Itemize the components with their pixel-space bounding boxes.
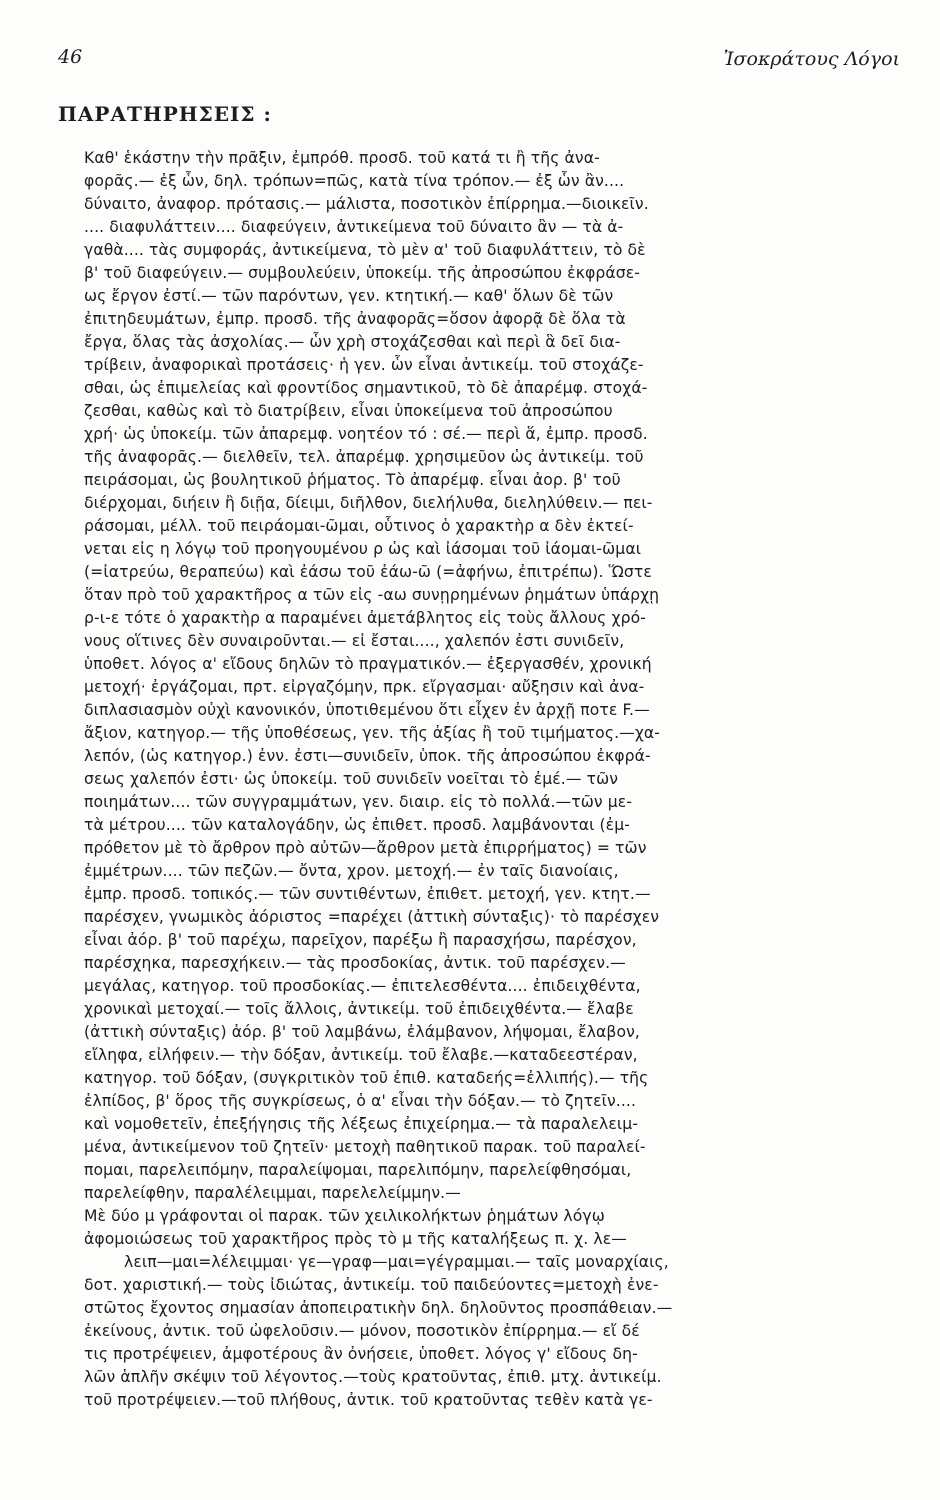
text-line: τὰ μέτρου.... τῶν καταλογάδην, ὡς ἐπιθετ. προσδ. λαμβάνονται (ἐμ- bbox=[84, 816, 630, 834]
text-line: πομαι, παρελειπόμην, παραλείψομαι, παρελιπόμην, παρελείφθησόμαι, bbox=[84, 1161, 632, 1179]
text-line: παρέσχεν, γνωμικὸς ἀόριστος =παρέχει (ἀττικὴ σύνταξις)· τὸ παρέσχεν bbox=[84, 908, 660, 926]
text-line: παρέσχηκα, παρεσχήκειν.— τὰς προσδοκίας, ἀντικ. τοῦ παρέσχεν.— bbox=[84, 954, 626, 972]
text-line: κατηγορ. τοῦ δόξαν, (συγκριτικὸν τοῦ ἐπιθ. καταδεής=ἐλλιπής).— τῆς bbox=[84, 1069, 649, 1087]
text-line: καὶ νομοθετεῖν, ἐπεξήγησις τῆς λέξεως ἐπιχείρημα.— τὰ παραλελειμ- bbox=[84, 1115, 639, 1133]
text-line: ἐμμέτρων.... τῶν πεζῶν.— ὄντα, χρον. μετοχή.— ἐν ταῖς διανοίαις, bbox=[84, 862, 619, 880]
text-line: ποιημάτων.... τῶν συγγραμμάτων, γεν. διαιρ. εἰς τὸ πολλά.—τῶν με- bbox=[84, 793, 633, 811]
text-line: χρή· ὡς ὑποκείμ. τῶν ἀπαρεμφ. νοητέον τό : σέ.— περὶ ἅ, ἐμπρ. προσδ. bbox=[84, 425, 648, 443]
page-number: 46 bbox=[58, 46, 83, 68]
text-line: τρίβειν, ἀναφορικαὶ προτάσεις· ἡ γεν. ὧν εἶναι ἀντικείμ. τοῦ στοχάζε- bbox=[84, 356, 644, 374]
text-line: γαθὰ.... τὰς συμφοράς, ἀντικείμενα, τὸ μὲν α' τοῦ διαφυλάττειν, τὸ δὲ bbox=[84, 241, 646, 259]
text-line: (=ἰατρεύω, θεραπεύω) καὶ ἐάσω τοῦ ἐάω-ῶ (=ἀφήνω, ἐπιτρέπω). Ὥστε bbox=[84, 563, 652, 581]
text-line: τῆς ἀναφορᾶς.— διελθεῖν, τελ. ἀπαρέμφ. χρησιμεῦον ὡς ἀντικείμ. τοῦ bbox=[84, 448, 644, 466]
text-line: ἀφομοιώσεως τοῦ χαρακτῆρος πρὸς τὸ μ τῆς καταλήξεως π. χ. λε— bbox=[84, 1230, 627, 1248]
text-line: στῶτος ἔχοντος σημασίαν ἀποπειρατικὴν δηλ. δηλοῦντος προσπάθειαν.— bbox=[84, 1299, 673, 1317]
text-line: Μὲ δύο μ γράφονται οἱ παρακ. τῶν χειλικολήκτων ῥημάτων λόγῳ bbox=[84, 1207, 605, 1225]
text-line: ἐπιτηδευμάτων, ἐμπρ. προσδ. τῆς ἀναφορᾶς=ὅσον ἀφορᾷ δὲ ὅλα τὰ bbox=[84, 310, 626, 328]
text-line: ἔργα, ὅλας τὰς ἀσχολίας.— ὧν χρὴ στοχάζεσθαι καὶ περὶ ἃ δεῖ δια- bbox=[84, 333, 621, 351]
commentary-body bbox=[84, 147, 906, 1412]
running-title: Ἰσοκράτους Λόγοι bbox=[723, 48, 900, 70]
section-heading: ΠΑΡΑΤΗΡΗΣΕΙΣ : bbox=[58, 102, 272, 126]
text-line: πρόθετον μὲ τὸ ἄρθρον πρὸ αὐτῶν—ἄρθρον μετὰ ἐπιρρήματος) = τῶν bbox=[84, 839, 647, 857]
text-line: χρονικαὶ μετοχαί.— τοῖς ἄλλοις, ἀντικείμ. τοῦ ἐπιδειχθέντα.— ἔλαβε bbox=[84, 1000, 634, 1018]
text-line: τοῦ προτρέψειεν.—τοῦ πλήθους, ἀντικ. τοῦ κρατοῦντας τεθὲν κατὰ γε- bbox=[84, 1391, 653, 1409]
text-line: ἐκείνους, ἀντικ. τοῦ ὠφελοῦσιν.— μόνον, ποσοτικὸν ἐπίρρημα.— εἴ δέ bbox=[84, 1322, 640, 1340]
text-line: δύναιτο, ἀναφορ. πρότασις.— μάλιστα, ποσοτικὸν ἐπίρρημα.—διοικεῖν. bbox=[84, 195, 649, 213]
text-line: ράσομαι, μέλλ. τοῦ πειράομαι-ῶμαι, οὗτινος ὁ χαρακτὴρ α δὲν ἐκτεί- bbox=[84, 517, 634, 535]
text-line: διπλασιασμὸν οὐχὶ κανονικόν, ὑποτιθεμένου ὅτι εἶχεν ἐν ἀρχῇ ποτε F.— bbox=[84, 701, 650, 719]
text-line: ἐλπίδος, β' ὅρος τῆς συγκρίσεως, ὁ α' εἶναι τὴν δόξαν.— τὸ ζητεῖν.... bbox=[84, 1092, 637, 1110]
running-head bbox=[58, 46, 900, 76]
text-line: διέρχομαι, διήειν ἢ διῇα, δίειμι, διῆλθον, διελήλυθα, διεληλύθειν.— πει- bbox=[84, 494, 653, 512]
text-line: λειπ—μαι=λέλειμμαι· γε—γραφ—μαι=γέγραμμαι.— ταῖς μοναρχίαις, bbox=[124, 1253, 669, 1271]
text-line: πειράσομαι, ὡς βουλητικοῦ ῥήματος. Τὸ ἀπαρέμφ. εἶναι ἀορ. β' τοῦ bbox=[84, 471, 621, 489]
text-line: Καθ' ἑκάστην τὴν πρᾶξιν, ἐμπρόθ. προσδ. τοῦ κατά τι ἢ τῆς ἀνα- bbox=[84, 149, 600, 167]
text-line: ἄξιον, κατηγορ.— τῆς ὑποθέσεως, γεν. τῆς ἀξίας ἢ τοῦ τιμήματος.—χα- bbox=[84, 724, 661, 742]
text-line: ρ-ι-ε τότε ὁ χαρακτὴρ α παραμένει ἀμετάβλητος εἰς τοὺς ἄλλους χρό- bbox=[84, 609, 646, 627]
text-line: ζεσθαι, καθὼς καὶ τὸ διατρίβειν, εἶναι ὑποκείμενα τοῦ ἀπροσώπου bbox=[84, 402, 613, 420]
text-line: νους οἵτινες δὲν συναιροῦνται.— εἰ ἔσται...., χαλεπόν ἐστι συνιδεῖν, bbox=[84, 632, 625, 650]
text-line: σεως χαλεπόν ἐστι· ὡς ὑποκείμ. τοῦ συνιδεῖν νοεῖται τὸ ἐμέ.— τῶν bbox=[84, 770, 619, 788]
text-line: δοτ. χαριστική.— τοὺς ἰδιώτας, ἀντικείμ. τοῦ παιδεύοντες=μετοχὴ ἐνε- bbox=[84, 1276, 659, 1294]
text-line: εἶναι ἀόρ. β' τοῦ παρέχω, παρεῖχον, παρέξω ἢ παρασχήσω, παρέσχον, bbox=[84, 931, 637, 949]
text-line: φορᾶς.— ἐξ ὧν, δηλ. τρόπων=πῶς, κατὰ τίνα τρόπον.— ἐξ ὧν ἂν.... bbox=[84, 172, 625, 190]
text-line: τις προτρέψειεν, ἀμφοτέρους ἂν ὀνήσειε, ὑποθετ. λόγος γ' εἴδους δη- bbox=[84, 1345, 638, 1363]
text-line: μεγάλας, κατηγορ. τοῦ προσδοκίας.— ἐπιτελεσθέντα.... ἐπιδειχθέντα, bbox=[84, 977, 641, 995]
text-line: .... διαφυλάττειν.... διαφεύγειν, ἀντικείμενα τοῦ δύναιτο ἂν — τὰ ἀ- bbox=[84, 218, 624, 236]
text-line: λῶν ἁπλῆν σκέψιν τοῦ λέγοντος.—τοὺς κρατοῦντας, ἐπιθ. μτχ. ἀντικείμ. bbox=[84, 1368, 662, 1386]
text-line: νεται εἰς η λόγῳ τοῦ προηγουμένου ρ ὡς καὶ ἰάσομαι τοῦ ἰάομαι-ῶμαι bbox=[84, 540, 642, 558]
text-line: παρελείφθην, παραλέλειμμαι, παρελελείμμην.— bbox=[84, 1184, 461, 1202]
text-line: μετοχή· ἐργάζομαι, πρτ. εἰργαζόμην, πρκ. εἴργασμαι· αὔξησιν καὶ ἀνα- bbox=[84, 678, 645, 696]
text-line: εἴληφα, εἰλήφειν.— τὴν δόξαν, ἀντικείμ. τοῦ ἔλαβε.—καταδεεστέραν, bbox=[84, 1046, 638, 1064]
text-line: ἐμπρ. προσδ. τοπικός.— τῶν συντιθέντων, ἐπιθετ. μετοχή, γεν. κτητ.— bbox=[84, 885, 651, 903]
text-line: β' τοῦ διαφεύγειν.— συμβουλεύειν, ὑποκείμ. τῆς ἀπροσώπου ἐκφράσε- bbox=[84, 264, 640, 282]
text-line: (ἀττικὴ σύνταξις) ἀόρ. β' τοῦ λαμβάνω, ἐλάμβανον, λήψομαι, ἔλαβον, bbox=[84, 1023, 640, 1041]
text-line: ὑποθετ. λόγος α' εἴδους δηλῶν τὸ πραγματικόν.— ἐξεργασθέν, χρονική bbox=[84, 655, 652, 673]
text-line: ως ἔργον ἐστί.— τῶν παρόντων, γεν. κτητική.— καθ' ὅλων δὲ τῶν bbox=[84, 287, 614, 305]
text-line: σθαι, ὡς ἐπιμελείας καὶ φροντίδος σημαντικοῦ, τὸ δὲ ἀπαρέμφ. στοχά- bbox=[84, 379, 648, 397]
text-line: ὅταν πρὸ τοῦ χαρακτῆρος α τῶν εἰς -αω συνῃρημένων ῥημάτων ὑπάρχῃ bbox=[84, 586, 660, 604]
text-line: μένα, ἀντικείμενον τοῦ ζητεῖν· μετοχὴ παθητικοῦ παρακ. τοῦ παραλεί- bbox=[84, 1138, 646, 1156]
text-line: λεπόν, (ὡς κατηγορ.) ἐνν. ἐστι—συνιδεῖν, ὑποκ. τῆς ἀπροσώπου ἐκφρά- bbox=[84, 747, 651, 765]
